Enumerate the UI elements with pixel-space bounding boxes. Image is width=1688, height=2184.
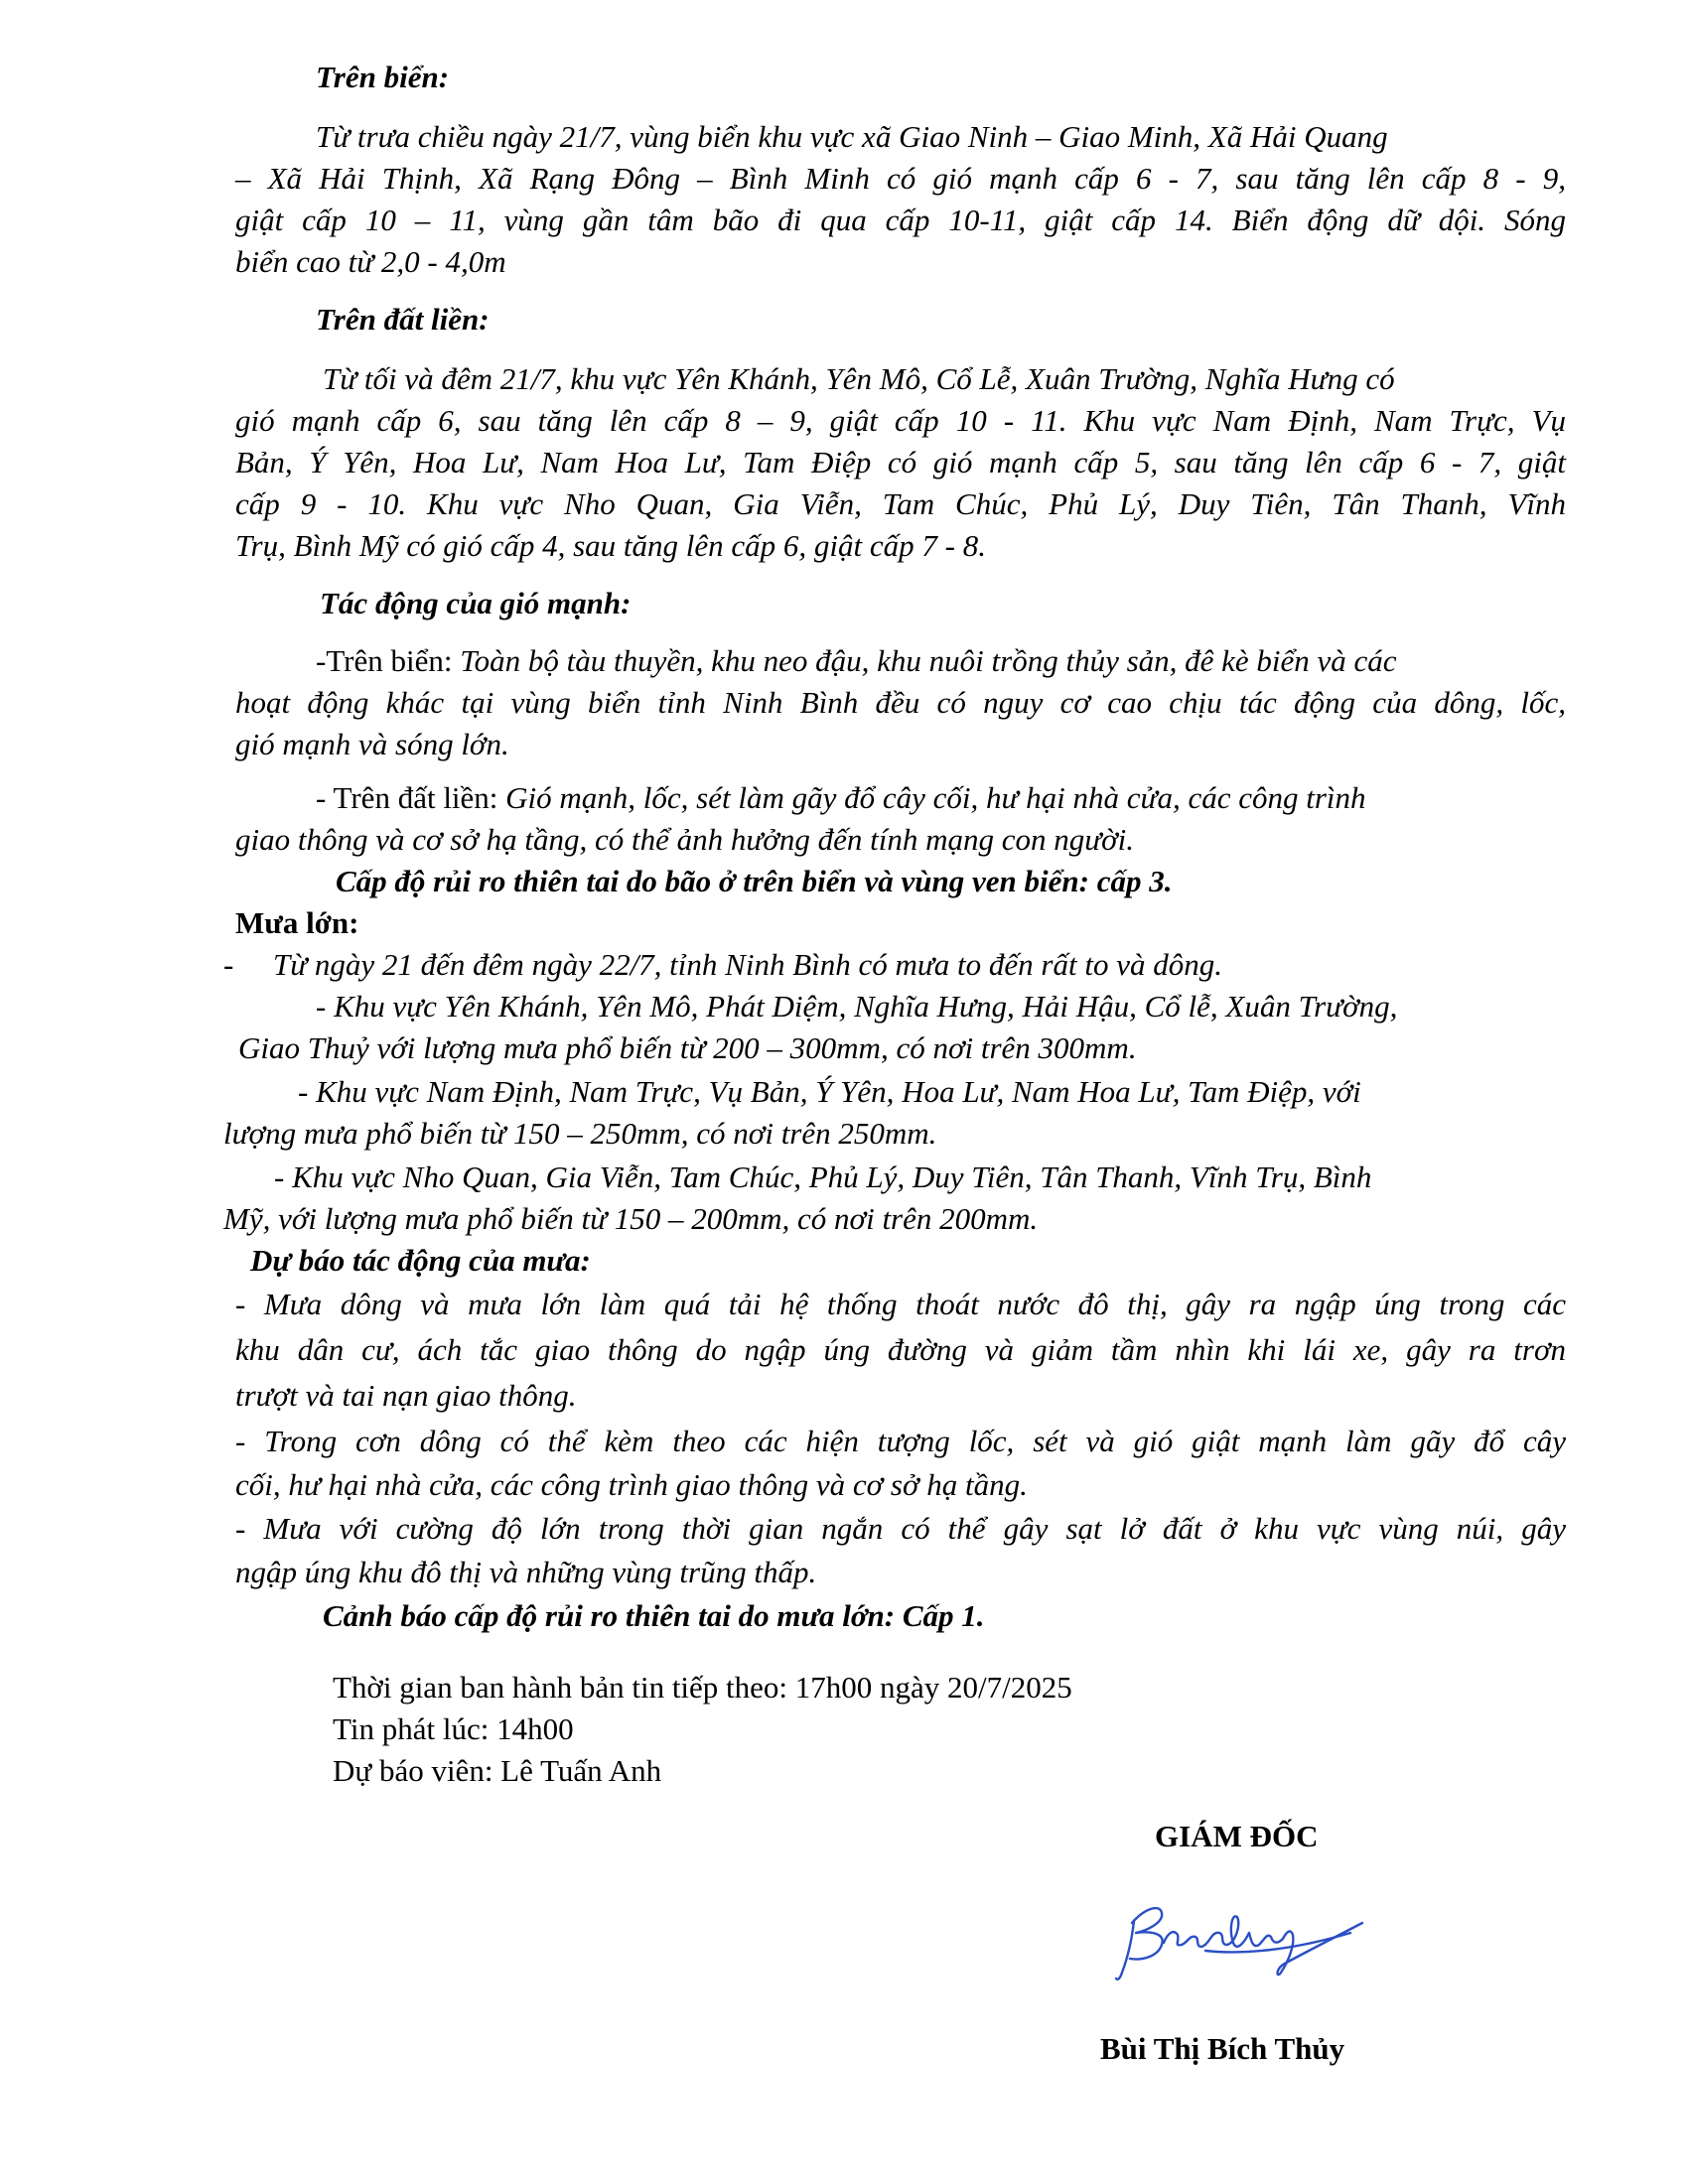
wind-impact-land-line: giao thông và cơ sở hạ tầng, có thể ảnh hưởng đến tính mạng con người. bbox=[235, 822, 1135, 857]
rain-dash: - bbox=[223, 947, 234, 982]
rain-area-line: - Khu vực Yên Khánh, Yên Mô, Phát Diệm, Nghĩa Hưng, Hải Hậu, Cổ lễ, Xuân Trường, bbox=[316, 989, 1398, 1024]
rain-impact-line: ngập úng khu đô thị và những vùng trũng thấp. bbox=[235, 1555, 817, 1589]
rain-impact-line: - Trong cơn dông có thể kèm theo các hiện tượng lốc, sét và gió giật mạnh làm gãy đổ cây bbox=[235, 1424, 1566, 1458]
wind-impact-land bbox=[316, 778, 1366, 818]
wind-impact-sea-line: hoạt động khác tại vùng biển tỉnh Ninh Bình đều có nguy cơ cao chịu tác động của dông, lốc, bbox=[235, 685, 1566, 720]
sea-line: Từ trưa chiều ngày 21/7, vùng biển khu vực xã Giao Ninh – Giao Minh, Xã Hải Quang bbox=[316, 119, 1388, 154]
wind-impact-sea-label: -Trên biển: bbox=[316, 643, 461, 678]
wind-impact-heading: Tác động của gió mạnh: bbox=[320, 586, 632, 620]
rain-impact-line: - Mưa dông và mưa lớn làm quá tải hệ thống thoát nước đô thị, gây ra ngập úng trong các bbox=[235, 1287, 1566, 1321]
storm-risk-level: Cấp độ rủi ro thiên tai do bão ở trên biển và vùng ven biển: cấp 3. bbox=[336, 864, 1173, 898]
rain-area-line: - Khu vực Nho Quan, Gia Viễn, Tam Chúc, Phủ Lý, Duy Tiên, Tân Thanh, Vĩnh Trụ, Bình bbox=[274, 1160, 1372, 1194]
rain-area-line: Mỹ, với lượng mưa phổ biến từ 150 – 200mm, có nơi trên 200mm. bbox=[223, 1201, 1039, 1236]
rain-impact-line: - Mưa với cường độ lớn trong thời gian ngắn có thể gây sạt lở đất ở khu vực vùng núi, gây bbox=[235, 1511, 1566, 1546]
sea-heading: Trên biển: bbox=[316, 60, 450, 94]
director-name: Bùi Thị Bích Thủy bbox=[1100, 2031, 1345, 2066]
wind-impact-land-label: - Trên đất liền: bbox=[316, 780, 506, 815]
wind-impact-sea-line: gió mạnh và sóng lớn. bbox=[235, 727, 509, 761]
rain-risk-warning: Cảnh báo cấp độ rủi ro thiên tai do mưa lớn: Cấp 1. bbox=[323, 1598, 985, 1633]
rain-line: Từ ngày 21 đến đêm ngày 22/7, tỉnh Ninh Bình có mưa to đến rất to và dông. bbox=[273, 947, 1222, 982]
handwritten-signature bbox=[1102, 1861, 1380, 2010]
director-title: GIÁM ĐỐC bbox=[1155, 1819, 1319, 1853]
land-line: Trụ, Bình Mỹ có gió cấp 4, sau tăng lên cấp 6, giật cấp 7 - 8. bbox=[235, 528, 986, 563]
issued-time: Tin phát lúc: 14h00 bbox=[333, 1711, 574, 1746]
rain-area-line: Giao Thuỷ với lượng mưa phổ biến từ 200 – 300mm, có nơi trên 300mm. bbox=[238, 1030, 1137, 1065]
next-bulletin-time: Thời gian ban hành bản tin tiếp theo: 17h00 ngày 20/7/2025 bbox=[333, 1670, 1072, 1705]
rain-impact-heading: Dự báo tác động của mưa: bbox=[250, 1243, 591, 1278]
rain-impact-line: trượt và tai nạn giao thông. bbox=[235, 1378, 577, 1413]
rain-impact-line: cối, hư hại nhà cửa, các công trình giao thông và cơ sở hạ tầng. bbox=[235, 1467, 1028, 1502]
rain-impact-line: khu dân cư, ách tắc giao thông do ngập úng đường và giảm tầm nhìn khi lái xe, gây ra trơn bbox=[235, 1332, 1566, 1367]
sea-line: biển cao từ 2,0 - 4,0m bbox=[235, 244, 506, 279]
land-line: cấp 9 - 10. Khu vực Nho Quan, Gia Viễn, Tam Chúc, Phủ Lý, Duy Tiên, Tân Thanh, Vĩnh bbox=[235, 486, 1566, 521]
rain-area-line: - Khu vực Nam Định, Nam Trực, Vụ Bản, Ý Yên, Hoa Lư, Nam Hoa Lư, Tam Điệp, với bbox=[298, 1074, 1361, 1109]
wind-impact-sea bbox=[316, 641, 1397, 681]
land-line: Bản, Ý Yên, Hoa Lư, Nam Hoa Lư, Tam Điệp có gió mạnh cấp 5, sau tăng lên cấp 6 - 7, giật bbox=[235, 445, 1566, 479]
signature-strokes bbox=[1116, 1908, 1362, 1979]
wind-impact-land-text: Gió mạnh, lốc, sét làm gãy đổ cây cối, hư hại nhà cửa, các công trình bbox=[505, 780, 1366, 815]
wind-impact-sea-text: Toàn bộ tàu thuyền, khu neo đậu, khu nuôi trồng thủy sản, đê kè biển và các bbox=[460, 643, 1397, 678]
land-line: Từ tối và đêm 21/7, khu vực Yên Khánh, Yên Mô, Cổ Lễ, Xuân Trường, Nghĩa Hưng có bbox=[323, 361, 1395, 396]
land-line: gió mạnh cấp 6, sau tăng lên cấp 8 – 9, giật cấp 10 - 11. Khu vực Nam Định, Nam Trực, Vụ bbox=[235, 403, 1566, 438]
forecaster: Dự báo viên: Lê Tuấn Anh bbox=[333, 1753, 662, 1788]
sea-line: giật cấp 10 – 11, vùng gần tâm bão đi qua cấp 10-11, giật cấp 14. Biển động dữ dội. Sóng bbox=[235, 203, 1566, 237]
sea-line: – Xã Hải Thịnh, Xã Rạng Đông – Bình Minh có gió mạnh cấp 6 - 7, sau tăng lên cấp 8 - 9, bbox=[235, 161, 1566, 196]
rain-heading: Mưa lớn: bbox=[235, 905, 359, 940]
rain-area-line: lượng mưa phổ biến từ 150 – 250mm, có nơi trên 250mm. bbox=[223, 1116, 937, 1151]
land-heading: Trên đất liền: bbox=[316, 302, 490, 337]
